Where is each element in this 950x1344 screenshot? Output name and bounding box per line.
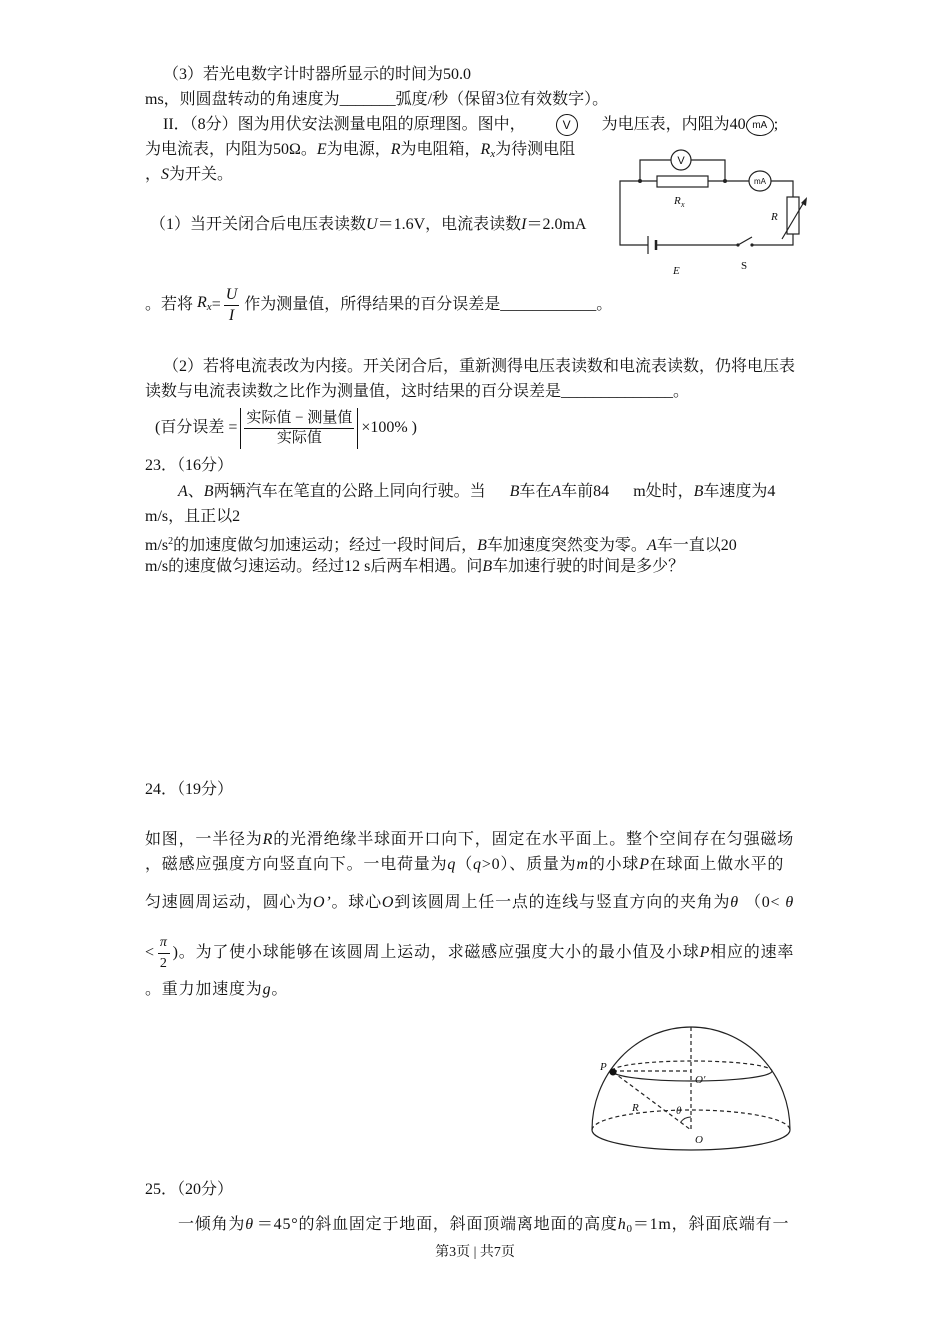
text-seg: ＝1.6V，电流表读数 [377,216,522,233]
text-seg: 。球心 [331,894,382,911]
q22-part2-intro-text: II．（8分）图为用伏安法测量电阻的原理图。图中， [163,116,526,133]
text-seg: 车一直以20 [656,537,737,554]
unit-text: m/s [145,537,169,554]
q23-line3 [145,532,737,552]
fraction-numerator: U [224,285,240,306]
var-b: B [693,483,704,500]
junction-dot-right [723,179,727,183]
voltmeter-symbol: V [556,114,578,136]
text-seg: 作为测量值，所得结果的百分误差是____________。 [244,296,613,313]
text-seg: 在球面上做水平的 [649,856,785,873]
q22-sub1-line1 [150,215,586,235]
var-rx: R [197,294,207,311]
switch-contact [736,243,739,246]
text-seg: m处时， [633,483,694,500]
semicolon-text: ; [773,116,779,133]
var-p: P [639,856,650,873]
voltmeter-desc-text: 为电压表，内阻为40 [601,116,746,133]
text-seg: 一倾角为 [178,1216,246,1233]
pi-over-two-fraction [158,933,170,974]
label-p: P [600,1061,607,1073]
text-seg: 为电流表，内阻为50Ω。 [145,141,317,158]
switch-blade [738,237,752,245]
text-seg: 到该圆周上任一点的连线与竖直方向的夹角为 [394,894,731,911]
text-seg: )。为了使小球能够在该圆周上运动，求磁感应强度大小的最小值及小球 [172,944,700,961]
left-wire [620,181,657,245]
text-seg: 的小球 [588,856,640,873]
right-top-wire [771,181,793,197]
ammeter-symbol: mA [746,115,774,136]
page-footer: 第3页 | 共7页 [435,1245,515,1260]
var-p: P [699,944,711,961]
angle-arc [681,1117,691,1122]
formula-lead-text: (百分误差 = [155,419,238,436]
text-seg: 。重力加速度为 [145,981,263,998]
source-label: E [673,265,680,277]
percent-error-formula [155,406,417,450]
q24-line4 [145,931,794,975]
var-rx-subscript: x [206,301,212,313]
var-q: q [473,856,482,873]
label-r: R [632,1102,639,1114]
voltmeter-wire-left [640,160,671,181]
switch-contact [750,243,753,246]
var-a: A [646,537,657,554]
var-b: B [482,558,493,575]
text-seg: （ [456,856,474,873]
text-seg: 车在 [519,483,552,500]
q22-part2-line1 [163,114,778,136]
ball-p [610,1069,617,1076]
circuit-diagram [610,145,815,285]
var-r: R [262,831,274,848]
label-o-prime: O′ [695,1074,706,1086]
q22-part2-line3 [145,165,233,185]
junction-dot-left [638,179,642,183]
q24-line3 [145,893,794,913]
var-o: O [381,894,395,911]
text-seg: 。 [271,981,289,998]
less-than-sign: < [145,944,155,961]
text-seg: （1）当开关闭合后电压表读数 [150,216,367,233]
q24-line5 [145,980,288,1000]
text-seg: （0< [744,894,781,911]
var-o-prime: O’ [313,894,332,911]
q24-line1 [145,830,794,850]
hemisphere-diagram [585,1020,800,1160]
q23-heading: 23．（16分） [145,457,234,474]
rx-label-subscript: x [681,200,685,209]
text-seg: 为待测电阻 [495,141,576,158]
text-seg: 车前84 [561,483,610,500]
rx-symbol [197,293,212,317]
text-seg: 为电源， [326,141,391,158]
var-r: R [390,141,401,158]
formula-tail-text: ×100% ) [361,419,418,436]
text-seg: 、 [187,483,204,500]
q23-line4 [145,557,684,577]
text-seg: 如图，一半径为 [145,831,263,848]
var-rx-subscript: x [490,148,496,160]
text-seg: ＝1m，斜面底端有一 [632,1216,790,1233]
q24-heading: 24．（19分） [145,781,234,798]
var-theta: θ [245,1216,254,1233]
q22-sub2-line1: （2）若将电流表改为内接。开关闭合后，重新测得电压表读数和电流表读数，仍将电压表 [163,358,796,375]
text-seg: 为电阻箱， [400,141,481,158]
text-seg: ，磁感应强度方向竖直向下。一电荷量为 [145,856,448,873]
var-h-subscript: 0 [626,1223,633,1235]
text-seg: m/s的速度做匀速运动。经过12 s后两车相遇。问 [145,558,483,575]
switch-label: S [741,260,748,272]
formula-denominator: 实际值 [276,429,322,446]
q25-heading: 25．（20分） [145,1181,234,1198]
q22-sub3-line1: （3）若光电数字计时器所显示的时间为50.0 [163,66,472,83]
label-o: O [695,1134,703,1146]
u-over-i-fraction [224,285,240,326]
var-q: q [447,856,457,873]
orbit-ellipse-front [612,1071,772,1081]
base-ellipse-front [592,1130,790,1150]
text-seg: 匀速圆周运动，圆心为 [145,894,314,911]
text-seg: 车加速行驶的时间是多少？ [492,558,685,575]
var-m: m [576,856,589,873]
rx-resistor [657,176,708,187]
text-seg: ＝45°的斜血固定于地面，斜面顶端离地面的高度 [256,1216,618,1233]
text-seg: >0）、质量为 [481,856,577,873]
fraction-denominator: 2 [159,955,168,971]
text-seg: 车速度为4 [703,483,776,500]
text-seg: 。若将 [145,296,194,313]
var-g: g [262,981,272,998]
text-seg: ＝2.0mA [526,216,587,233]
text-seg: 的光滑绝缘半球面开口向下，固定在水平面上。整个空间存在匀强磁场 [273,831,794,848]
var-e: E [316,141,327,158]
q22-sub3-line2: ms，则圆盘转动的角速度为_______弧度/秒（保留3位有效数字）。 [145,91,609,108]
label-theta: θ [676,1105,682,1117]
q22-sub1-line2 [145,283,612,327]
var-b: B [203,483,214,500]
var-b: B [509,483,520,500]
voltmeter-label: V [677,155,685,167]
q23-line1 [178,482,775,502]
var-s: S [161,166,170,183]
fraction-numerator: π [158,933,170,954]
text-seg: 为开关。 [169,166,234,183]
ammeter-label: mA [754,177,766,186]
var-rx: R [480,141,491,158]
q25-line1 [178,1215,789,1235]
var-theta: θ [785,894,795,911]
var-theta: θ [730,894,739,911]
rheostat-label: R [771,211,778,223]
var-i: I [521,216,527,233]
text-seg: 的加速度做匀加速运动；经过一段时间后， [173,537,478,554]
q22-sub2-line2: 读数与电流表读数之比作为测量值，这时结果的百分误差是______________。 [145,383,690,400]
var-h: h [617,1216,627,1233]
text-seg: 两辆汽车在笔直的公路上同向行驶。当 [213,483,486,500]
fraction-denominator: I [228,306,235,324]
unit-superscript: 2 [168,536,174,547]
equals-sign: = [211,296,221,313]
q24-line2 [145,855,784,875]
q23-line2: m/s，且正以2 [145,508,241,525]
formula-numerator: 实际值 − 测量值 [244,409,354,429]
orbit-ellipse-back [612,1061,772,1071]
text-seg: 相应的速率 [710,944,795,961]
var-a: A [551,483,562,500]
right-bottom-wire [752,234,793,245]
formula-abs-fraction [240,408,358,449]
var-u: U [366,216,378,233]
q22-part2-line2 [145,140,575,160]
text-seg: 车加速度突然变为零。 [486,537,647,554]
text-seg: ， [145,166,162,183]
var-a: A [178,483,188,500]
rx-label: R [674,195,681,207]
var-b: B [477,537,487,554]
